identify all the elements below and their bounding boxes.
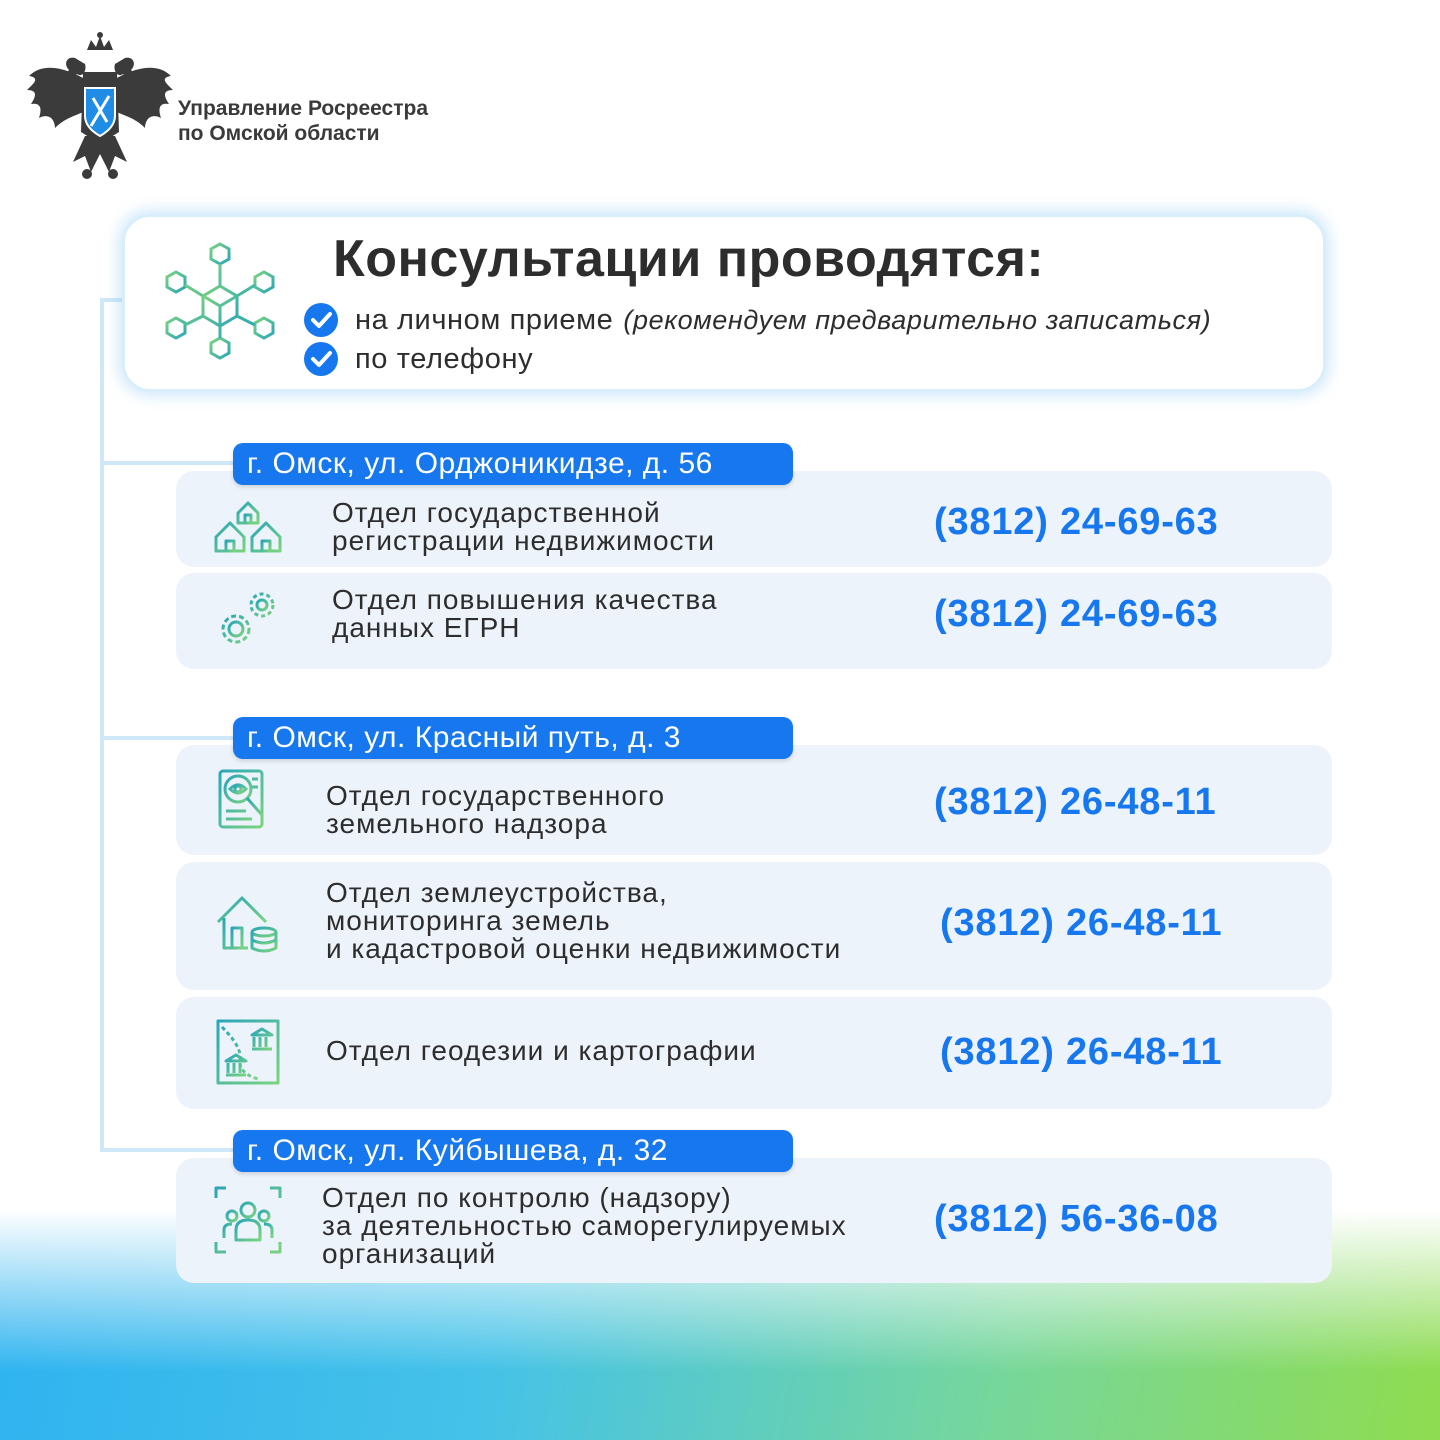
checkmark-icon bbox=[303, 302, 339, 338]
department-name: Отдел повышения качества данных ЕГРН bbox=[332, 584, 718, 643]
house-coins-icon bbox=[212, 888, 284, 960]
department-name: Отдел по контролю (надзору) за деятельностью саморегулируемых организаций bbox=[322, 1182, 847, 1269]
gears-icon bbox=[212, 583, 284, 655]
consultation-item-note: (рекомендуем предварительно записаться) bbox=[623, 304, 1212, 335]
card-title: Консультации проводятся: bbox=[333, 230, 1045, 288]
eagle-emblem-logo bbox=[25, 32, 175, 180]
department-phone[interactable]: (3812) 26-48-11 bbox=[940, 1031, 1223, 1073]
checkmark-icon bbox=[303, 341, 339, 377]
department-card bbox=[176, 573, 1332, 669]
department-phone[interactable]: (3812) 24-69-63 bbox=[934, 593, 1219, 635]
department-phone[interactable]: (3812) 26-48-11 bbox=[934, 781, 1217, 823]
department-phone[interactable]: (3812) 26-48-11 bbox=[940, 902, 1223, 944]
consultation-item-phone bbox=[303, 341, 533, 377]
department-card bbox=[176, 862, 1332, 990]
department-card bbox=[176, 1158, 1332, 1283]
consultation-item-text: по телефону bbox=[355, 342, 534, 375]
network-cube-icon bbox=[165, 242, 275, 360]
department-card bbox=[176, 471, 1332, 567]
tree-branch-2 bbox=[100, 736, 236, 740]
address-tab-ordzhonikidze: г. Омск, ул. Орджоникидзе, д. 56 bbox=[233, 443, 793, 485]
tree-vertical-line bbox=[100, 298, 104, 1152]
group-icon bbox=[212, 1184, 284, 1256]
department-phone[interactable]: (3812) 56-36-08 bbox=[934, 1198, 1219, 1240]
department-card bbox=[176, 745, 1332, 855]
department-name: Отдел государственного земельного надзора bbox=[326, 780, 666, 839]
address-tab-krasny-put: г. Омск, ул. Красный путь, д. 3 bbox=[233, 717, 793, 759]
consultation-item-in-person bbox=[303, 302, 1211, 338]
consultation-info-card bbox=[122, 214, 1326, 392]
tree-branch-3 bbox=[100, 1148, 236, 1152]
department-name: Отдел землеустройства, мониторинга земель и кадастровой оценки недвижимости bbox=[326, 877, 842, 964]
consultation-item-text: на личном приеме bbox=[355, 303, 614, 336]
organization-name-line1: Управление Росреестра bbox=[178, 97, 429, 120]
address-tab-kuybysheva: г. Омск, ул. Куйбышева, д. 32 bbox=[233, 1130, 793, 1172]
inspection-icon bbox=[212, 765, 284, 837]
houses-icon bbox=[212, 487, 284, 559]
department-phone[interactable]: (3812) 24-69-63 bbox=[934, 501, 1219, 543]
organization-name-line2: по Омской области bbox=[178, 122, 380, 145]
organization-name bbox=[178, 96, 428, 146]
tree-branch-1 bbox=[100, 461, 236, 465]
department-name: Отдел государственной регистрации недвижимости bbox=[332, 497, 715, 556]
department-name: Отдел геодезии и картографии bbox=[326, 1035, 757, 1066]
map-icon bbox=[212, 1017, 284, 1089]
department-card bbox=[176, 997, 1332, 1109]
